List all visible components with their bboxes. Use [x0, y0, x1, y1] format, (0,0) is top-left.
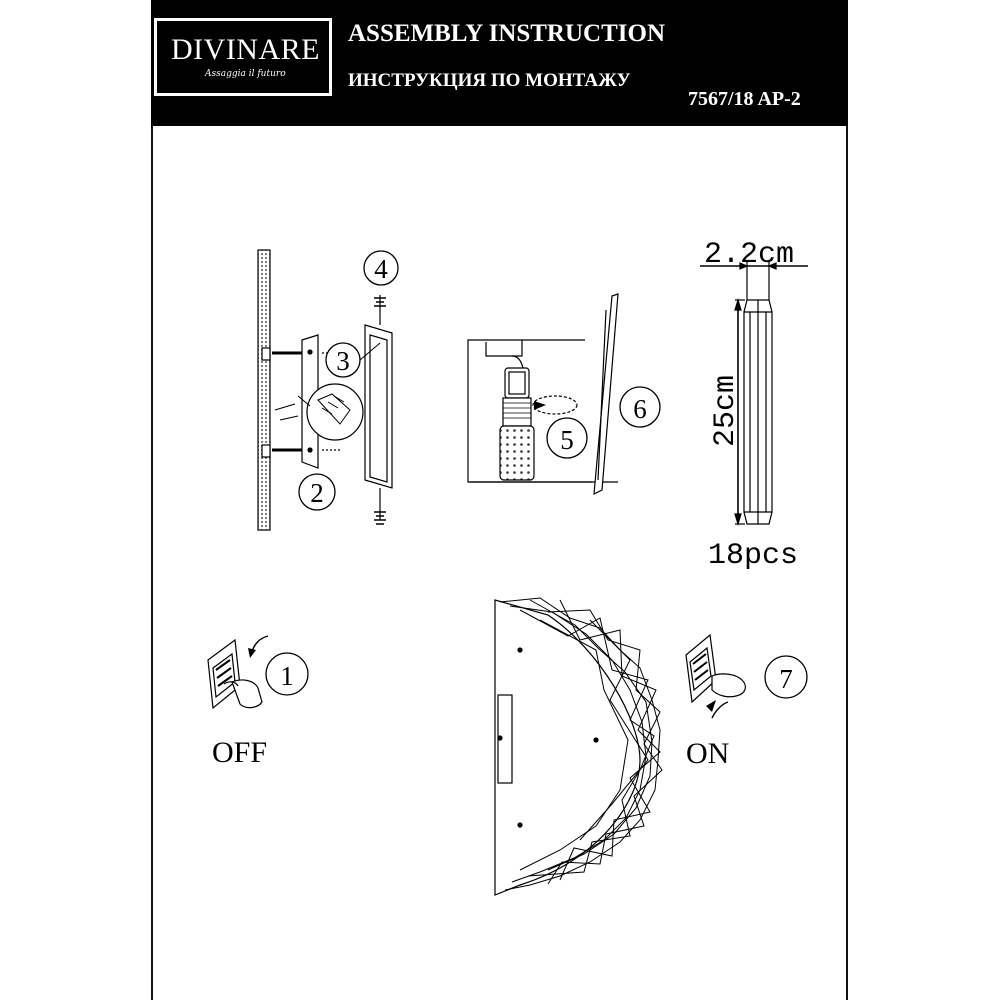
off-label: OFF [212, 736, 268, 769]
bulb-icon [500, 426, 534, 480]
assembled-fixture-drawing [495, 598, 662, 895]
step-6-label: 6 [633, 394, 647, 424]
crystal-quantity: 18pcs [708, 539, 799, 573]
wall-section [258, 250, 270, 530]
press-arrow-icon [252, 636, 268, 652]
switch-off-drawing [208, 636, 268, 708]
step-3-label: 3 [336, 346, 350, 376]
model-number: 7567/18 AP-2 [688, 88, 801, 110]
title-english: ASSEMBLY INSTRUCTION [348, 20, 665, 47]
diffuser-panel [594, 294, 618, 494]
brand-tagline: Assaggia il futuro [205, 69, 286, 79]
lamp-body [365, 325, 392, 488]
socket-bracket [486, 340, 522, 356]
bulb-installation-drawing [468, 294, 618, 494]
hand-icon [712, 674, 745, 697]
switch-on-drawing [686, 635, 745, 718]
width-dimension: 2.2cm [704, 238, 795, 272]
step-7-label: 7 [779, 664, 793, 694]
brand-name: DIVINARE [171, 33, 320, 66]
connector-detail-icon [307, 384, 363, 440]
step-2-label: 2 [310, 478, 324, 508]
step-1-label: 1 [280, 661, 294, 691]
height-dimension: 25cm [709, 374, 743, 447]
fixture-backplate [495, 600, 640, 895]
on-label: ON [686, 737, 730, 770]
title-russian: ИНСТРУКЦИЯ ПО МОНТАЖУ [348, 70, 631, 91]
step-5-label: 5 [560, 425, 574, 455]
step-4-label: 4 [374, 254, 388, 284]
